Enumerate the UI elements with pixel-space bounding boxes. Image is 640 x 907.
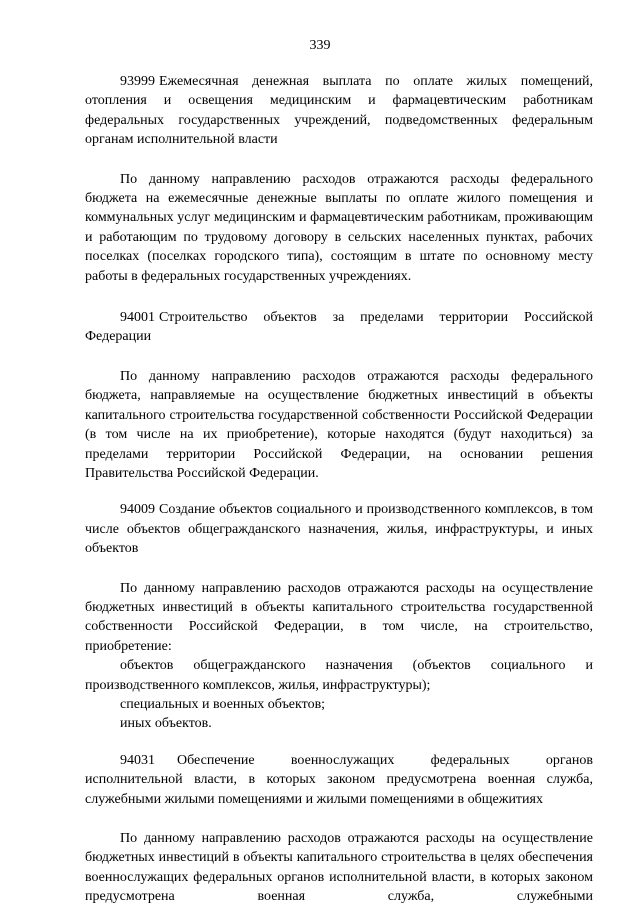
section-heading-94031 bbox=[85, 751, 593, 809]
list-item: объектов общегражданского назначения (объектов социального и производственного комплексов, жилья, инфраструктуры); bbox=[85, 658, 593, 693]
document-body bbox=[85, 72, 593, 907]
section-code: 94031 bbox=[120, 752, 155, 768]
section-body-94001: По данному направлению расходов отражаются расходы федерального бюджета, направляемые на осуществление бюджетных инвестиций в объекты капитального строительства государственной собственности Российской Федерации (в том числе на их приобретение), которые находятся (будут находиться) за пределами территории Российской Федерации, на основании решения Правительства Российской Федерации. bbox=[85, 368, 593, 481]
section-heading-94009 bbox=[85, 500, 593, 558]
section-body-94031: По данному направлению расходов отражаются расходы на осуществление бюджетных инвестиций в объекты капитального строительства в целях обеспечения военнослужащих федеральных органов исполнительной власти, в которых законом предусмотрена военная служба, служебными bbox=[85, 831, 593, 905]
section-title: Обеспечение военнослужащих федеральных органов исполнительной власти, в которых законом предусмотрена военная служба, служебными жилыми помещениями и жилыми помещениями в общежитиях bbox=[85, 752, 593, 807]
page-number: 339 bbox=[309, 38, 331, 53]
section-heading-94001 bbox=[85, 308, 593, 347]
list-item: специальных и военных объектов; bbox=[120, 696, 326, 712]
section-code: 93999 bbox=[120, 74, 155, 89]
section-code: 94009 bbox=[120, 502, 155, 518]
section-body-93999: По данному направлению расходов отражаются расходы федерального бюджета на ежемесячные денежные выплаты по оплате жилого помещения и коммунальных услуг медицинским и фармацевтическим работникам, проживающим и работающим по трудовому договору в сельских населенных пунктах, рабочих поселках (поселках городского типа), состоящим в штате по основному месту работы в федеральных государственных учреждениях. bbox=[85, 171, 593, 284]
section-title: Создание объектов социального и производственного комплексов, в том числе объектов общегражданского назначения, жилья, инфраструктуры, и иных объектов bbox=[85, 502, 593, 557]
list-item: иных объектов. bbox=[120, 716, 212, 732]
section-code: 94001 bbox=[120, 310, 155, 326]
section-body-94009: По данному направлению расходов отражаются расходы на осуществление бюджетных инвестиций в объекты капитального строительства государственной собственности Российской Федерации, в том числе, на строительство, приобретение: bbox=[85, 580, 593, 654]
section-title: Строительство объектов за пределами территории Российской Федерации bbox=[85, 310, 593, 345]
section-heading-93999 bbox=[85, 72, 593, 150]
section-title: Ежемесячная денежная выплата по оплате жилых помещений, отопления и освещения медицинским и фармацевтическим работникам федеральных государственных учреждений, подведомственных федеральным органам исполнительной власти bbox=[85, 74, 593, 148]
